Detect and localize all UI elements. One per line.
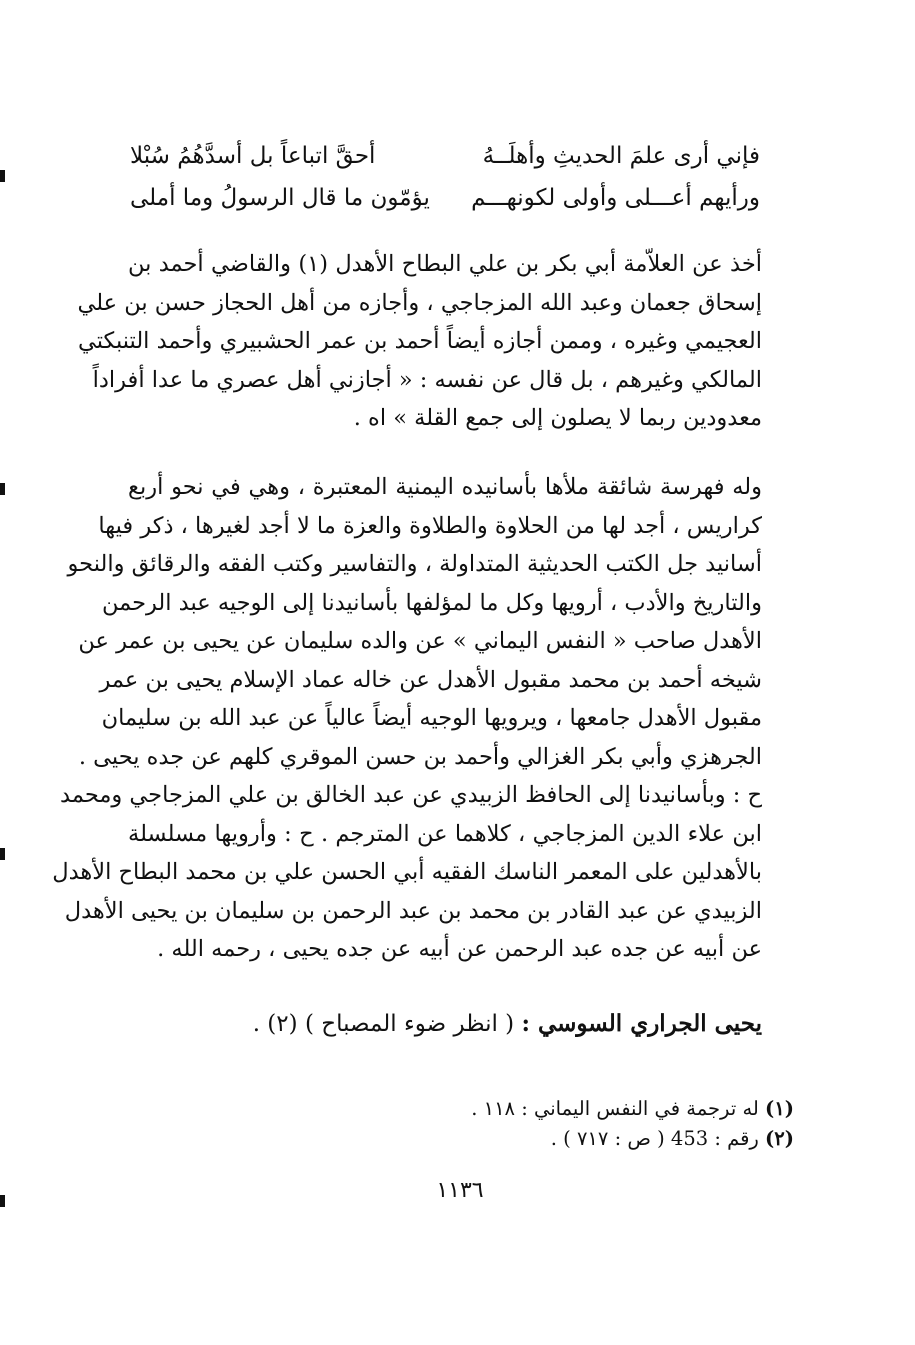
verse-hemistich-right: ورأيهم أعـــلى وأولى لكونهـــم	[471, 185, 760, 211]
margin-mark	[0, 1195, 5, 1207]
text-line: والتاريخ والأدب ، أرويها وكل ما لمؤلفها بأسانيدنا إلى الوجيه عبد الرحمن	[101, 589, 762, 616]
footnote	[471, 1094, 794, 1124]
page-number: ١١٣٦	[436, 1178, 484, 1203]
footnote-number: (٢)	[765, 1127, 794, 1150]
footnote-text: له ترجمة في النفس اليماني : ١١٨ .	[471, 1097, 766, 1120]
verse-line	[130, 177, 760, 219]
text-line: الجرهزي وأبي بكر الغزالي وأحمد بن حسن الموقري كلهم عن جده يحيى .	[78, 743, 762, 770]
verse-hemistich-left: أحقَّ اتباعاً بل أسدَّهُمُ سُبْلا	[130, 143, 376, 169]
text-line: معدودين ربما لا يصلون إلى جمع القلة » اه .	[353, 405, 762, 431]
footnote	[480, 1124, 794, 1154]
paragraph-teachers	[77, 245, 763, 438]
footnote-text: رقم : 453 ( ص : ٧١٧ ) .	[550, 1127, 766, 1150]
footnotes	[471, 1094, 794, 1154]
footnote-number: (١)	[765, 1097, 794, 1120]
text-line: الأهدل صاحب « النفس اليماني » عن والده سليمان عن يحيى بن عمر عن	[78, 628, 762, 654]
text-line: العجيمي وغيره ، وممن أجازه أيضاً أحمد بن عمر الحشبيري وأحمد التنبكتي	[77, 328, 762, 354]
entry-note: ( انظر ضوء المصباح ) (٢) .	[252, 1011, 522, 1037]
text-line: إسحاق جعمان وعبد الله المزجاجي ، وأجازه من أهل الحجاز حسن بن علي	[77, 289, 762, 316]
text-line: بالأهدلين على المعمر الناسك الفقيه أبي الحسن علي بن محمد البطاح الأهدل	[52, 859, 762, 885]
margin-mark	[0, 483, 5, 495]
text-line: المالكي وغيرهم ، بل قال عن نفسه : « أجازني أهل عصري ما عدا أفراداً	[92, 366, 762, 393]
text-line: وله فهرسة شائقة ملأها بأسانيده اليمنية المعتبرة ، وهي في نحو أربع	[128, 474, 762, 500]
text-line: شيخه أحمد بن محمد مقبول الأهدل عن خاله عماد الإسلام يحيى بن عمر	[99, 666, 762, 693]
verse-hemistich-left: يؤمّون ما قال الرسولُ وما أملى	[130, 185, 430, 211]
text-line: ابن علاء الدين المزجاجي ، كلاهما عن المترجم . ح : وأرويها مسلسلة	[128, 820, 762, 847]
margin-mark	[0, 848, 5, 860]
paragraph-fihrist	[52, 468, 762, 969]
verse-line	[130, 135, 760, 177]
entry-name: يحيى الجراري السوسي :	[521, 1010, 762, 1037]
text-line: أخذ عن العلاّمة أبي بكر بن علي البطاح الأهدل (١) والقاضي أحمد بن	[128, 251, 763, 277]
biography-entry	[252, 1010, 762, 1037]
text-line: عن أبيه عن جده عبد الرحمن عن أبيه عن جده يحيى ، رحمه الله .	[157, 936, 762, 962]
text-line: مقبول الأهدل جامعها ، ويرويها الوجيه أيضاً عالياً عن عبد الله بن سليمان	[101, 705, 762, 731]
text-line: ح : وبأسانيدنا إلى الحافظ الزبيدي عن عبد الخالق بن علي المزجاجي ومحمد	[60, 782, 762, 808]
text-line: الزبيدي عن عبد القادر بن محمد بن عبد الرحمن بن سليمان بن يحيى الأهدل	[64, 897, 762, 924]
margin-mark	[0, 170, 5, 182]
verse-hemistich-right: فإني أرى علمَ الحديثِ وأهلَــهُ	[482, 143, 760, 169]
text-line: كراريس ، أجد لها من الحلاوة والطلاوة والعزة ما لا أجد لغيرها ، ذكر فيها	[98, 512, 762, 539]
poem-verses	[130, 135, 760, 219]
text-line: أسانيد جل الكتب الحديثية المتداولة ، والتفاسير وكتب الفقه والرقائق والنحو	[67, 551, 762, 577]
